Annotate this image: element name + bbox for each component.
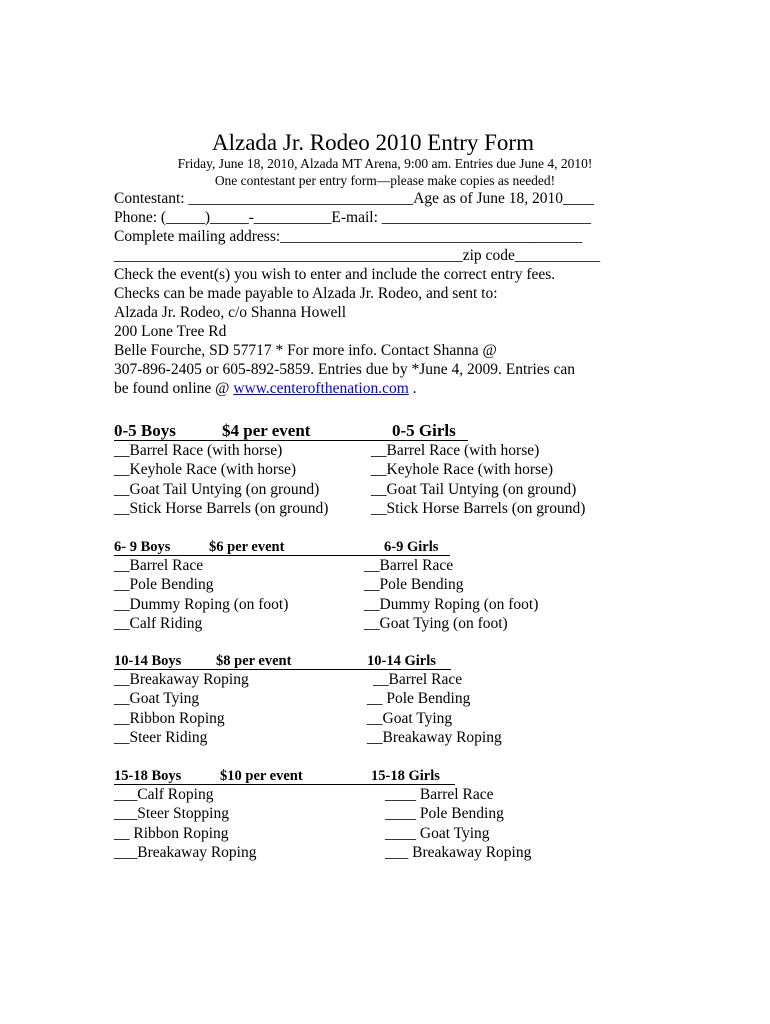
list-item[interactable]: __Breakaway Roping — [367, 728, 502, 746]
list-item[interactable]: __Ribbon Roping — [114, 709, 225, 727]
online-line: be found online @ www.centerofthenation.com . — [114, 380, 417, 397]
address-street: 200 Lone Tree Rd — [114, 323, 227, 340]
list-item[interactable]: ____ Goat Tying — [385, 824, 490, 842]
list-item[interactable]: __Goat Tying — [367, 709, 453, 727]
list-item[interactable]: __Keyhole Race (with horse) — [371, 461, 554, 479]
list-item[interactable]: __Keyhole Race (with horse) — [114, 461, 297, 479]
list-item[interactable]: __Barrel Race — [114, 557, 204, 574]
list-item[interactable]: __Calf Riding — [114, 614, 203, 632]
list-item[interactable]: __Goat Tying — [114, 690, 200, 708]
address-city: Belle Fourche, SD 57717 * For more info. Contact Shanna @ — [114, 342, 497, 359]
list-item[interactable]: __Goat Tying (on foot) — [364, 614, 508, 632]
list-item[interactable]: __Pole Bending — [114, 576, 214, 594]
instructions-line: Check the event(s) you wish to enter and include the correct entry fees. — [114, 266, 556, 283]
list-item[interactable]: __Barrel Race (with horse) — [114, 442, 283, 459]
address-name: Alzada Jr. Rodeo, c/o Shanna Howell — [114, 304, 347, 321]
list-item[interactable]: __Dummy Roping (on foot) — [364, 595, 539, 613]
list-item[interactable]: __Barrel Race — [364, 557, 454, 574]
phone-email-field[interactable]: Phone: (_____)_____-__________E-mail: ___________________________ — [114, 209, 592, 226]
girls-heading: 10-14 Girls — [367, 653, 436, 669]
list-item[interactable]: ___ Breakaway Roping — [385, 843, 532, 861]
boys-events-15-18 — [114, 785, 256, 862]
list-item[interactable]: __Barrel Race (with horse) — [371, 442, 540, 459]
list-item[interactable]: __Pole Bending — [364, 576, 464, 594]
girls-heading: 6-9 Girls — [384, 539, 439, 555]
boys-heading: 6- 9 Boys — [114, 539, 171, 555]
fee-label: $10 per event — [220, 768, 303, 784]
list-item[interactable]: __Stick Horse Barrels (on ground) — [371, 499, 586, 517]
list-item[interactable]: ___Breakaway Roping — [114, 843, 257, 861]
list-item[interactable]: ____ Pole Bending — [385, 805, 504, 823]
payable-line: Checks can be made payable to Alzada Jr. Rodeo, and sent to: — [114, 285, 498, 302]
boys-heading: 0-5 Boys — [114, 421, 176, 440]
contact-line: 307-896-2405 or 605-892-5859. Entries due by *June 4, 2009. Entries can — [114, 361, 576, 378]
list-item[interactable]: __Breakaway Roping — [114, 671, 249, 688]
boys-events-10-14 — [114, 670, 249, 747]
boys-events-0-5 — [114, 441, 328, 518]
girls-heading: 15-18 Girls — [371, 768, 440, 784]
fee-label: $4 per event — [222, 421, 311, 440]
list-item[interactable]: __ Ribbon Roping — [114, 824, 229, 842]
girls-events-0-5 — [371, 441, 585, 518]
girls-events-10-14 — [367, 670, 502, 747]
list-item[interactable]: __ Pole Bending — [367, 690, 471, 708]
girls-events-6-9 — [364, 556, 538, 633]
list-item[interactable]: ___Calf Roping — [114, 786, 214, 803]
mailing-address-field[interactable]: Complete mailing address:_______________________________________ — [114, 228, 583, 245]
contestant-field[interactable]: Contestant: _____________________________Age as of June 18, 2010____ — [114, 190, 595, 207]
list-item[interactable]: __Barrel Race — [373, 671, 463, 688]
boys-events-6-9 — [114, 556, 288, 633]
fee-label: $8 per event — [216, 653, 292, 669]
boys-heading: 10-14 Boys — [114, 653, 182, 669]
zip-code-field[interactable]: _____________________________________________zip code___________ — [114, 247, 601, 264]
copy-note: One contestant per entry form—please make copies as needed! — [214, 173, 556, 188]
list-item[interactable]: ____ Barrel Race — [385, 786, 494, 803]
fee-label: $6 per event — [209, 539, 285, 555]
girls-events-15-18 — [385, 785, 531, 862]
list-item[interactable]: __Dummy Roping (on foot) — [114, 595, 289, 613]
list-item[interactable]: __Steer Riding — [114, 728, 208, 746]
list-item[interactable]: ___Steer Stopping — [114, 805, 229, 823]
website-link[interactable]: www.centerofthenation.com — [233, 380, 409, 397]
list-item[interactable]: __Goat Tail Untying (on ground) — [371, 480, 577, 498]
event-details: Friday, June 18, 2010, Alzada MT Arena, 9:00 am. Entries due June 4, 2010! — [177, 156, 593, 171]
list-item[interactable]: __Stick Horse Barrels (on ground) — [114, 499, 329, 517]
girls-heading: 0-5 Girls — [392, 421, 456, 440]
boys-heading: 15-18 Boys — [114, 768, 182, 784]
list-item[interactable]: __Goat Tail Untying (on ground) — [114, 480, 320, 498]
form-title: Alzada Jr. Rodeo 2010 Entry Form — [212, 130, 534, 155]
